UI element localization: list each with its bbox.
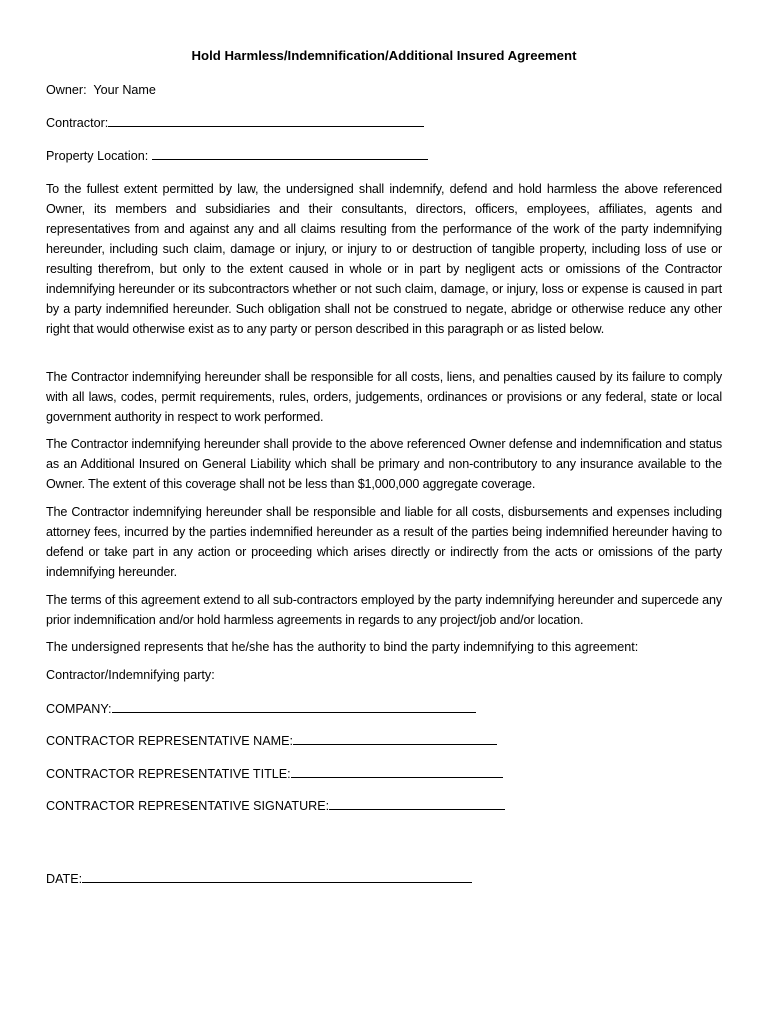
company-field[interactable] [112,700,476,713]
rep-signature-field[interactable] [329,797,505,810]
authority-statement: The undersigned represents that he/she has the authority to bind the party indemnifying to this agreement: [46,640,639,654]
owner-value: Your Name [93,83,156,97]
rep-name-label: CONTRACTOR REPRESENTATIVE NAME: [46,734,294,748]
party-label: Contractor/Indemnifying party: [46,668,215,682]
rep-title-line [46,765,503,783]
paragraph-subcontractors: The terms of this agreement extend to all sub-contractors employed by the party indemnifying hereunder and supercede any prior indemnification and/or hold harmless agreements in regards to any project/job and/or location. [46,593,722,627]
property-location-label: Property Location: [46,149,149,163]
rep-name-line [46,732,497,750]
document-title: Hold Harmless/Indemnification/Additional Insured Agreement [191,48,577,63]
paragraph-indemnify: To the fullest extent permitted by law, the undersigned shall indemnify, defend and hold harmless the above referenced Owner, its members and subsidiaries and their consultants, directors, officers, employees, affiliates, agents and representatives from and against any and all claims resulting from the performance of the work of the party indemnifying hereunder, including such claim, damage or injury, or injury to or destruction of tangible property, including loss of use or resulting therefrom, but only to the extent caused in whole or in part by negligent acts or omissions of the Contractor indemnifying hereunder or its subcontractors whether or not such claim, damage, or injury, loss or expense is caused in part by a party indemnified hereunder. Such obligation shall not be construed to negate, abridge or otherwise reduce any other right that would otherwise exist as to any party or person described in this paragraph or as listed below. [46,182,722,336]
paragraph-liability: The Contractor indemnifying hereunder shall be responsible and liable for all costs, disbursements and expenses including attorney fees, incurred by the parties indemnified hereunder as a result of the parties being indemnified hereunder having to defend or take part in any action or proceeding which arises directly or indirectly from the acts or omissions of the party indemnifying hereunder. [46,505,722,579]
date-label: DATE: [46,872,83,886]
paragraph-costs-liens: The Contractor indemnifying hereunder shall be responsible for all costs, liens, and penalties caused by its failure to comply with all laws, codes, permit requirements, rules, orders, judgements, ordinances or provisions or any federal, state or local government authority in respect to work performed. [46,370,722,424]
rep-signature-line [46,797,505,815]
date-line [46,870,472,888]
contractor-field[interactable] [108,114,424,127]
rep-signature-label: CONTRACTOR REPRESENTATIVE SIGNATURE: [46,799,330,813]
rep-title-field[interactable] [291,765,503,778]
date-field[interactable] [82,870,472,883]
owner-line [46,81,156,99]
property-location-line [46,147,428,165]
owner-label: Owner: [46,83,87,97]
paragraph-additional-insured: The Contractor indemnifying hereunder shall provide to the above referenced Owner defense and indemnification and status as an Additional Insured on General Liability which shall be primary and non-contributory to any insurance available to the Owner. The extent of this coverage shall not be less than $1,000,000 aggregate coverage. [46,437,722,491]
property-location-field[interactable] [152,147,428,160]
company-line [46,700,476,718]
company-label: COMPANY: [46,702,112,716]
rep-title-label: CONTRACTOR REPRESENTATIVE TITLE: [46,767,291,781]
rep-name-field[interactable] [293,732,497,745]
contractor-label: Contractor: [46,116,109,130]
contractor-line [46,114,424,132]
